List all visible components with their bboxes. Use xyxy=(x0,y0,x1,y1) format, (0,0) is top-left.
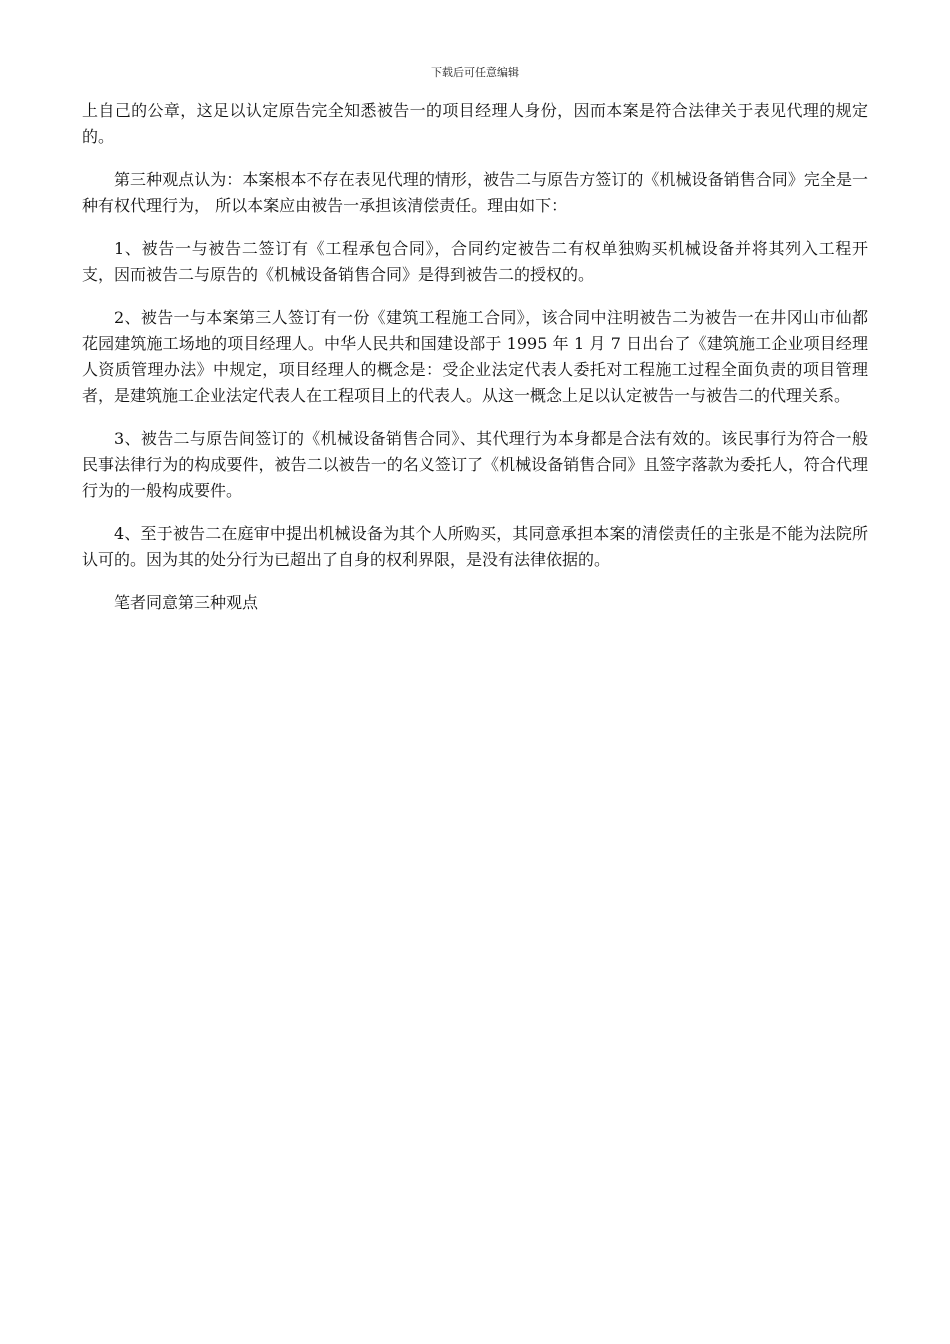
paragraph-reason-3: 3、被告二与原告间签订的《机械设备销售合同》、其代理行为本身都是合法有效的。该民事行为符合一般民事法律行为的构成要件，被告二以被告一的名义签订了《机械设备销售合同》且签字落款为委托人，符合代理行为的一般构成要件。 xyxy=(82,429,868,500)
paragraph-reason-1: 1、被告一与被告二签订有《工程承包合同》，合同约定被告二有权单独购买机械设备并将其列入工程开支，因而被告二与原告的《机械设备销售合同》是得到被告二的授权的。 xyxy=(82,239,868,284)
paragraph-third-view: 第三种观点认为：本案根本不存在表见代理的情形，被告二与原告方签订的《机械设备销售合同》完全是一种有权代理行为， 所以本案应由被告一承担该清偿责任。理由如下： xyxy=(82,170,868,215)
document-body xyxy=(82,98,868,633)
paragraph-reason-2: 2、被告一与本案第三人签订有一份《建筑工程施工合同》，该合同中注明被告二为被告一在井冈山市仙都花园建筑施工场地的项目经理人。中华人民共和国建设部于 1995 年 1 月 7 日出台了《建筑施工企业项目经理人资质管理办法》中规定，项目经理人的概念是：受企业法定代表人委托对工程施工过程全面负责的项目管理者，是建筑施工企业法定代表人在工程项目上的代表人。从这一概念上足以认定被告一与被告二的代理关系。 xyxy=(82,308,868,405)
paragraph-conclusion: 笔者同意第三种观点 xyxy=(114,593,259,612)
paragraph-continuation: 上自己的公章，这足以认定原告完全知悉被告一的项目经理人身份，因而本案是符合法律关于表见代理的规定的。 xyxy=(82,101,868,146)
paragraph-reason-4: 4、至于被告二在庭审中提出机械设备为其个人所购买，其同意承担本案的清偿责任的主张是不能为法院所认可的。因为其的处分行为已超出了自身的权利界限，是没有法律依据的。 xyxy=(82,524,868,569)
header-note: 下载后可任意编辑 xyxy=(431,66,519,79)
